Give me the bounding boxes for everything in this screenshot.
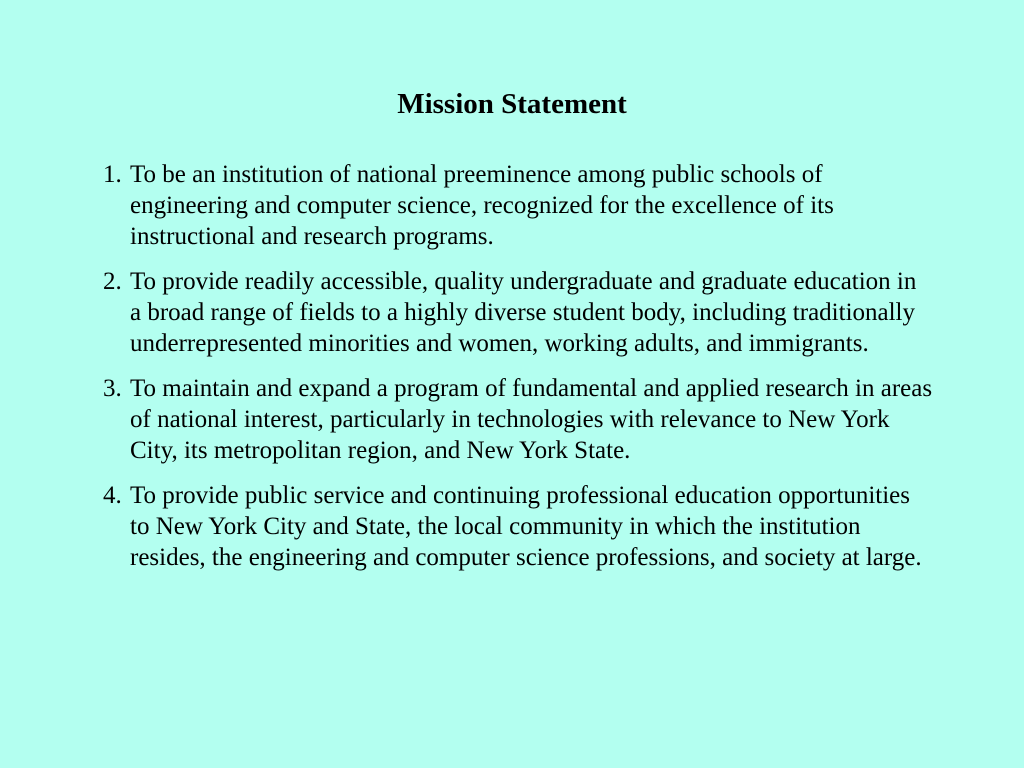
list-item (103, 159, 933, 252)
item-text: To provide public service and continuing professional education opportunities to New York City and State, the local community in which the institution resides, the engineering and computer science professions, and society at large. (130, 482, 922, 571)
page-title: Mission Statement (397, 88, 627, 120)
list-item (103, 480, 933, 573)
item-number: 1. (103, 161, 122, 188)
list-item (103, 373, 933, 466)
mission-list (103, 159, 933, 587)
item-number: 2. (103, 268, 122, 295)
item-text: To maintain and expand a program of fundamental and applied research in areas of national interest, particularly in technologies with relevance to New York City, its metropolitan region, and New York State. (130, 375, 933, 464)
item-text: To provide readily accessible, quality undergraduate and graduate education in a broad range of fields to a highly diverse student body, including traditionally underrepresented minorities and women, working adults, and immigrants. (130, 268, 917, 357)
list-item (103, 266, 933, 359)
item-number: 4. (103, 482, 122, 509)
item-text: To be an institution of national preeminence among public schools of engineering and computer science, recognized for the excellence of its instructional and research programs. (130, 161, 834, 250)
item-number: 3. (103, 375, 122, 402)
